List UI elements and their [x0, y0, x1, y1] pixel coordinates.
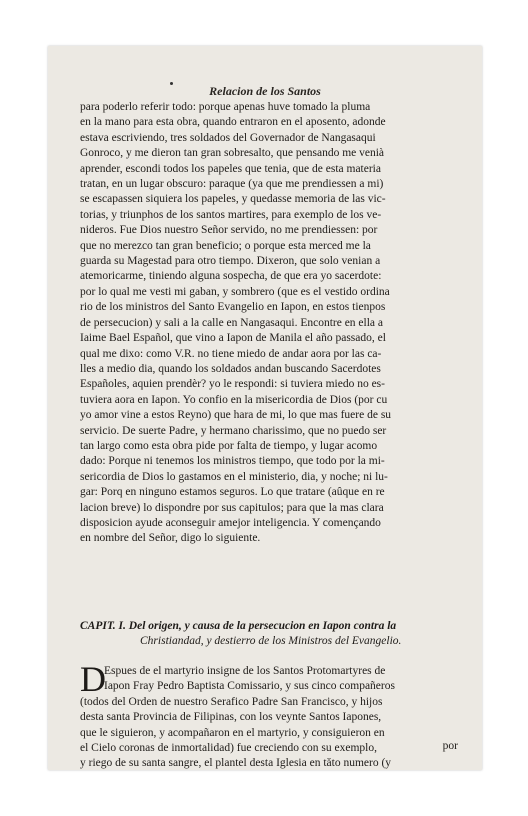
text-line: lles a medio dia, quando los soldados andan buscando Sacerdotes: [80, 362, 381, 375]
text-line: guarda su Magestad para otro tiempo. Dixeron, que solo venian a: [80, 255, 381, 268]
text-line: Españoles, aquien prendèr? yo le respondi: si tuviera miedo no es-: [80, 378, 385, 391]
text-line: dado: Porque ni tenemos los ministros tiempo, que todo por la mi-: [80, 455, 385, 468]
book-page: [48, 46, 482, 770]
text-line: que no merezco tan gran beneficio; o porque esta merced me la: [80, 239, 371, 252]
text-line: Christiandad, y destierro de los Ministros del Evangelio.: [140, 635, 402, 647]
text-line: torias, y triunphos de los santos martires, para exemplo de los ve-: [80, 208, 382, 221]
text-line: nideros. Fue Dios nuestro Señor servido, no me prendiessen: por: [80, 224, 378, 237]
text-line: tuviera aora en Iapon. Yo confio en la misericordia de Dios (por cu: [80, 393, 388, 406]
text-line: Iaime Bael Español, que vino a Iapon de Manila el año passado, el: [80, 332, 386, 345]
text-line: lacion breve) lo dispondre por sus capitulos; para que la mas clara: [80, 501, 384, 514]
text-line: Espues de el martyrio insigne de los Santos Protomartyres de: [104, 665, 386, 677]
text-line: para poderlo referir todo: porque apenas huve tomado la pluma: [80, 101, 371, 113]
text-line: disposicion ayude aconseguir amejor inteligencia. Y començando: [80, 516, 381, 529]
text-line: rio de los ministros del Santo Evangelio en Iapon, en estos tienpos: [80, 301, 386, 314]
catchword: por: [442, 740, 458, 752]
text-line: estava escriviendo, tres soldados del Governador de Nangasaqui: [80, 131, 376, 144]
text-line: Iapon Fray Pedro Baptista Comissario, y sus cinco compañeros: [104, 680, 395, 693]
text-line: el Cielo coronas de inmortalidad) fue creciendo con su exemplo,: [80, 742, 377, 755]
text-line: Gonroco, y me dieron tan gran sobresalto, que pensando me venià: [80, 147, 385, 160]
text-line: se escapassen siquiera los papeles, y quedasse memoria de las vic-: [80, 193, 386, 206]
text-line: qual me dixo: como V.R. no tiene miedo de andar aora por las ca-: [80, 347, 382, 360]
text-line: por lo qual me vesti mi gaban, y sombrero (que es el vestido ordina: [80, 285, 390, 298]
text-line: CAPIT. I. Del origen, y causa de la persecucion en Iapon contra la: [80, 620, 397, 632]
text-line: desta santa Provincia de Filipinas, con los veynte Santos Iapones,: [80, 711, 382, 724]
text-line: gar: Porq en ninguno estamos seguros. Lo que tratare (aûque en re: [80, 486, 385, 499]
text-line: que le siguieron, y acompañaron en el martyrio, y consiguieron en: [80, 726, 385, 739]
text-line: tan largo como esta obra pide por falta de tiempo, y lugar acomo: [80, 439, 378, 452]
text-line: yo amor vine a estos Reyno) que hara de mi, lo que mas fuere de su: [80, 409, 392, 422]
chapter-heading: [80, 619, 460, 649]
paragraph-1: [80, 100, 460, 547]
text-line: tratan, en un lugar obscuro: paraque (ya que me prendiessen a mi): [80, 178, 384, 191]
drop-cap: D: [80, 659, 106, 699]
text-line: (todos del Orden de nuestro Serafico Padre San Francisco, y hijos: [80, 695, 383, 708]
text-line: y riego de su santa sangre, el plantel desta Iglesia en tăto numero (y: [80, 757, 392, 770]
text-line: en nombre del Señor, digo lo siguiente.: [80, 532, 261, 545]
text-line: atemoricarme, tiniendo alguna sospecha, de que era yo sacerdote:: [80, 270, 382, 283]
text-line: aprender, escondi todos los papeles que tenia, que de esta materia: [80, 162, 381, 175]
text-line: de persecucion) y sali a la calle en Nangasaqui. Encontre en ella a: [80, 316, 384, 329]
running-header: Relacion de los Santos: [209, 84, 321, 98]
text-line: sericordia de Dios lo gastamos en el ministerio, dia, y noche; ni lu-: [80, 470, 388, 483]
text-line: servicio. De suerte Padre, y hermano charissimo, que no puedo ser: [80, 424, 387, 437]
text-line: en la mano para esta obra, quando entraron en el aposento, adonde: [80, 116, 386, 129]
paragraph-2: [80, 659, 460, 772]
